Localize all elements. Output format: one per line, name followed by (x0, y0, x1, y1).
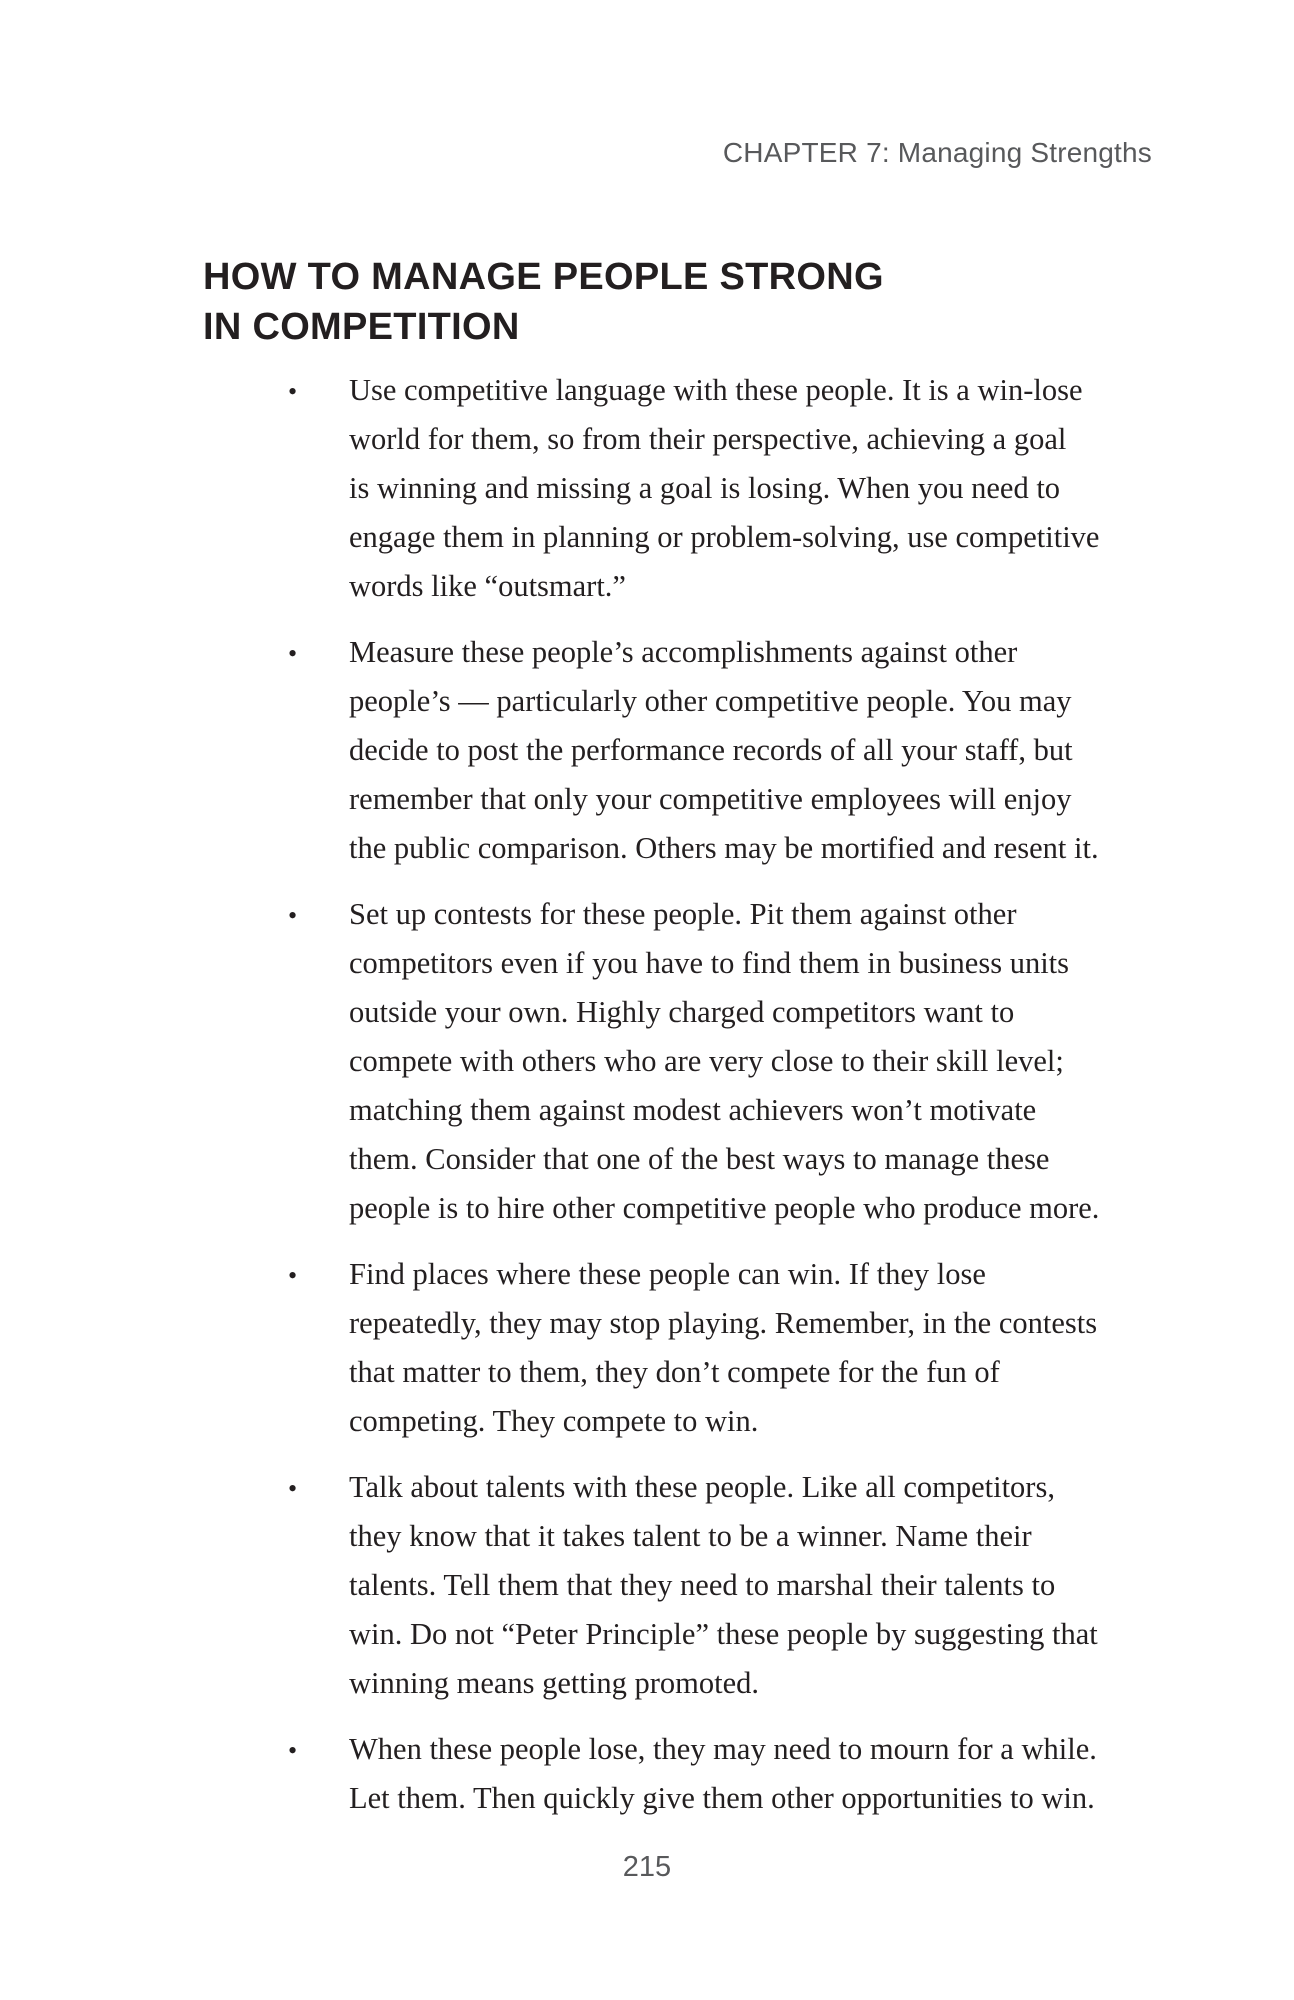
bullet-item (0, 1463, 1294, 1708)
text-line: competing. They compete to win. (349, 1404, 759, 1438)
text-line: compete with others who are very close to their skill level; (349, 1044, 1064, 1078)
text-line: outside your own. Highly charged competitors want to (349, 995, 1015, 1029)
text-line: words like “outsmart.” (349, 569, 626, 603)
text-line: Measure these people’s accomplishments against other (349, 635, 1018, 669)
bullet-icon: • (288, 901, 298, 930)
bullet-text (349, 628, 1159, 873)
text-line: that matter to them, they don’t compete for the fun of (349, 1355, 1000, 1389)
bullet-text (349, 890, 1159, 1233)
bullet-text (349, 1463, 1159, 1708)
text-line: people’s — particularly other competitive people. You may (349, 684, 1072, 718)
bullet-item (0, 628, 1294, 873)
text-line: winning means getting promoted. (349, 1666, 759, 1700)
section-title (203, 252, 1103, 352)
text-line: Use competitive language with these people. It is a win-lose (349, 373, 1083, 407)
bullet-text (349, 1250, 1159, 1446)
bullet-text (349, 366, 1159, 611)
page-number: 215 (622, 1851, 672, 1883)
text-line: When these people lose, they may need to mourn for a while. (349, 1732, 1097, 1766)
text-line: competitors even if you have to find them in business units (349, 946, 1070, 980)
bullet-icon: • (288, 639, 298, 668)
text-line: the public comparison. Others may be mortified and resent it. (349, 831, 1099, 865)
text-line: win. Do not “Peter Principle” these people by suggesting that (349, 1617, 1098, 1651)
bullet-item (0, 1250, 1294, 1446)
text-line: engage them in planning or problem-solving, use competitive (349, 520, 1100, 554)
section-title-line: HOW TO MANAGE PEOPLE STRONG (203, 256, 884, 298)
text-line: talents. Tell them that they need to marshal their talents to (349, 1568, 1056, 1602)
bullet-icon: • (288, 1261, 298, 1290)
bullet-text (349, 1725, 1159, 1823)
text-line: is winning and missing a goal is losing. When you need to (349, 471, 1061, 505)
bullet-item (0, 1725, 1294, 1823)
text-line: Find places where these people can win. If they lose (349, 1257, 986, 1291)
text-line: repeatedly, they may stop playing. Remember, in the contests (349, 1306, 1098, 1340)
text-line: decide to post the performance records of all your staff, but (349, 733, 1073, 767)
text-line: them. Consider that one of the best ways to manage these (349, 1142, 1050, 1176)
bullet-icon: • (288, 377, 298, 406)
bullet-list (0, 366, 1294, 1840)
running-header: CHAPTER 7: Managing Strengths (722, 137, 1152, 168)
bullet-item (0, 366, 1294, 611)
text-line: they know that it takes talent to be a winner. Name their (349, 1519, 1032, 1553)
bullet-icon: • (288, 1474, 298, 1503)
text-line: Talk about talents with these people. Like all competitors, (349, 1470, 1055, 1504)
text-line: people is to hire other competitive people who produce more. (349, 1191, 1100, 1225)
text-line: world for them, so from their perspective, achieving a goal (349, 422, 1067, 456)
text-line: Let them. Then quickly give them other opportunities to win. (349, 1781, 1095, 1815)
bullet-icon: • (288, 1736, 298, 1765)
text-line: matching them against modest achievers won’t motivate (349, 1093, 1037, 1127)
text-line: Set up contests for these people. Pit them against other (349, 897, 1017, 931)
section-title-line: IN COMPETITION (203, 306, 520, 348)
bullet-item (0, 890, 1294, 1233)
text-line: remember that only your competitive employees will enjoy (349, 782, 1072, 816)
